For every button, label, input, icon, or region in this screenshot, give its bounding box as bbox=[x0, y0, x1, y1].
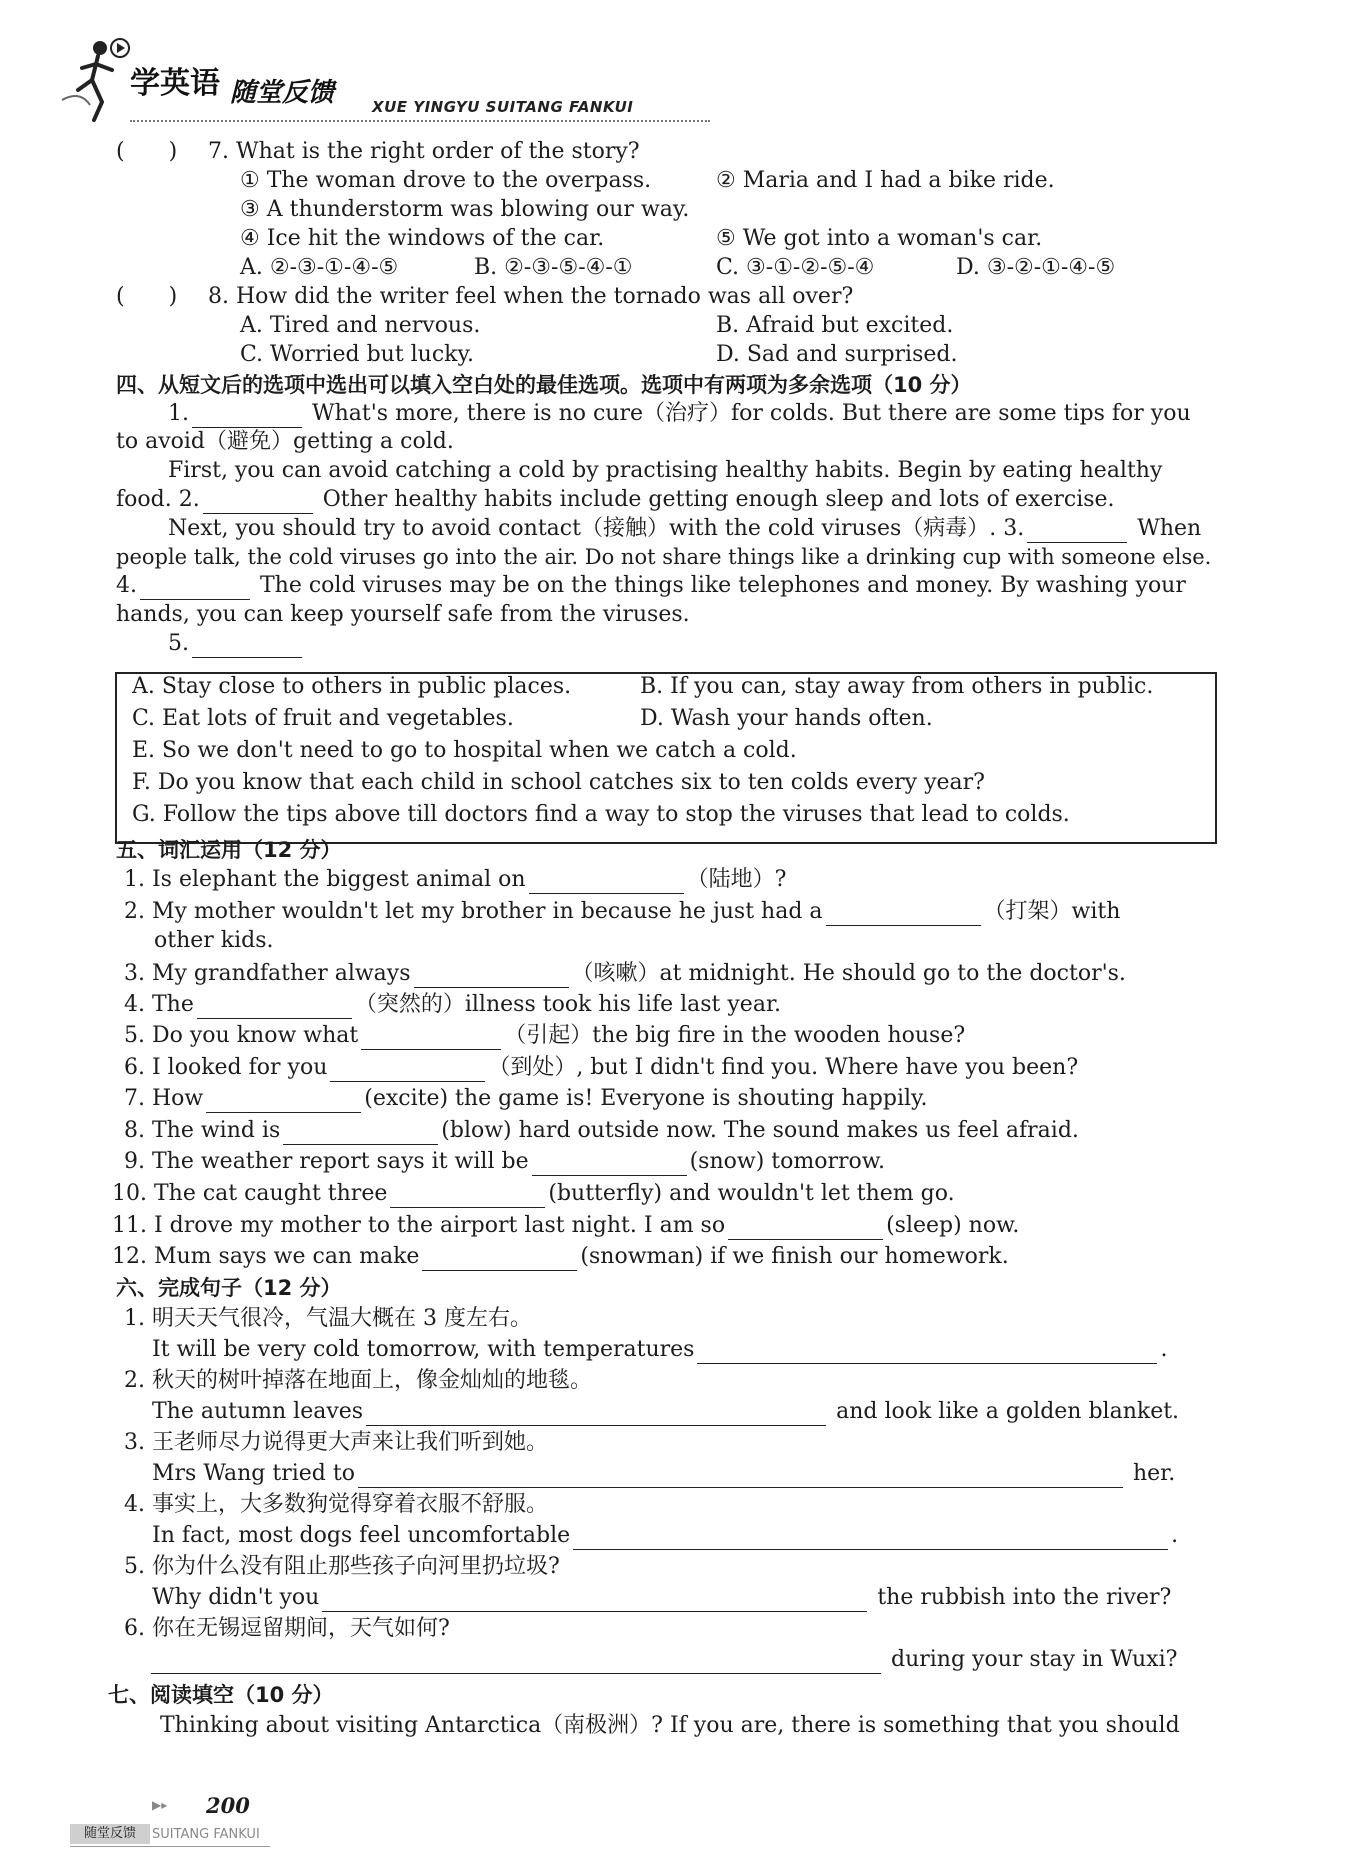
sentence-4-end: . bbox=[1171, 1523, 1179, 1548]
section-5-heading: 五、词汇运用（12 分） bbox=[116, 838, 342, 862]
option-g: G. Follow the tips above till doctors find a way to stop the viruses that lead to colds. bbox=[132, 802, 1070, 827]
vocab-7-text: 7. How bbox=[124, 1086, 204, 1111]
answer-blank-4[interactable] bbox=[140, 577, 250, 600]
sec4-para3-when: When bbox=[1137, 516, 1202, 541]
vocab-item-7 bbox=[124, 1085, 928, 1113]
sentence-blank-3[interactable] bbox=[358, 1465, 1123, 1488]
vocab-item-6 bbox=[124, 1054, 1078, 1082]
sentence-4-text: In fact, most dogs feel uncomfortable bbox=[152, 1523, 571, 1548]
q7-option-c: C. ③-①-②-⑤-④ bbox=[716, 255, 875, 280]
vocab-item-8 bbox=[124, 1117, 1079, 1145]
vocab-item-5 bbox=[124, 1022, 965, 1050]
sec4-para2-text: Other healthy habits include getting enough sleep and lots of exercise. bbox=[322, 487, 1115, 512]
vocab-1-hint: （陆地）? bbox=[686, 867, 787, 892]
vocab-1-text: 1. Is elephant the biggest animal on bbox=[124, 867, 526, 892]
vocab-item-12 bbox=[112, 1243, 1009, 1271]
vocab-5-hint: （引起）the big fire in the wooden house? bbox=[504, 1023, 966, 1048]
sentence-5-english bbox=[152, 1584, 1171, 1612]
sentence-6-chinese: 6. 你在无锡逗留期间，天气如何? bbox=[124, 1616, 450, 1641]
q7-stem: 7. What is the right order of the story? bbox=[208, 139, 640, 164]
vocab-12-hint: (snowman) if we finish our homework. bbox=[580, 1244, 1009, 1269]
header-title: 学英语 bbox=[130, 66, 220, 101]
vocab-2-text: 2. My mother wouldn't let my brother in because he just had a bbox=[124, 899, 823, 924]
page-header bbox=[60, 22, 660, 122]
vocab-item-10 bbox=[112, 1180, 955, 1208]
q8-option-a: A. Tired and nervous. bbox=[240, 313, 481, 338]
section-4-heading: 四、从短文后的选项中选出可以填入空白处的最佳选项。选项中有两项为多余选项（10 分） bbox=[116, 373, 972, 397]
sentence-5-end: the rubbish into the river? bbox=[877, 1585, 1172, 1610]
vocab-8-hint: (blow) hard outside now. The sound makes us feel afraid. bbox=[441, 1118, 1079, 1143]
vocab-5-text: 5. Do you know what bbox=[124, 1023, 359, 1048]
q7-sentence-3: ③ A thunderstorm was blowing our way. bbox=[240, 197, 690, 222]
sentence-5-chinese: 5. 你为什么没有阻止那些孩子向河里扔垃圾? bbox=[124, 1554, 560, 1579]
sec4-para2-line1: First, you can avoid catching a cold by practising healthy habits. Begin by eating healthy bbox=[168, 458, 1163, 483]
vocab-12-text: 12. Mum says we can make bbox=[112, 1244, 420, 1269]
vocab-item-11 bbox=[112, 1212, 1019, 1240]
sentence-blank-4[interactable] bbox=[573, 1527, 1168, 1550]
q7-bracket: ( ) bbox=[116, 139, 178, 164]
runner-logo-icon bbox=[60, 30, 130, 125]
q8-option-c: C. Worried but lucky. bbox=[240, 342, 475, 367]
header-pinyin: XUE YINGYU SUITANG FANKUI bbox=[372, 98, 634, 116]
sentence-5-text: Why didn't you bbox=[152, 1585, 320, 1610]
vocab-4-hint: （突然的）illness took his life last year. bbox=[354, 992, 782, 1017]
vocab-blank-7[interactable] bbox=[206, 1090, 361, 1113]
section-7-heading: 七、阅读填空（10 分） bbox=[108, 1683, 334, 1707]
sentence-blank-5[interactable] bbox=[322, 1589, 867, 1612]
sentence-3-end: her. bbox=[1132, 1461, 1176, 1486]
q7-sentence-5: ⑤ We got into a woman's car. bbox=[716, 226, 1043, 251]
page-arrow-icon: ▶▸ bbox=[152, 1798, 168, 1812]
sentence-6-end: during your stay in Wuxi? bbox=[891, 1647, 1178, 1672]
vocab-blank-11[interactable] bbox=[728, 1217, 883, 1240]
footer-divider bbox=[70, 1846, 270, 1847]
vocab-blank-3[interactable] bbox=[414, 965, 569, 988]
vocab-9-hint: (snow) tomorrow. bbox=[689, 1149, 885, 1174]
vocab-3-hint: （咳嗽）at midnight. He should go to the doctor's. bbox=[571, 961, 1126, 986]
header-subtitle: 随堂反馈 bbox=[230, 78, 335, 108]
footer-label: 随堂反馈 bbox=[70, 1824, 150, 1844]
sec4-para1-text: What's more, there is no cure（治疗）for colds. But there are some tips for you bbox=[312, 401, 1191, 426]
vocab-blank-4[interactable] bbox=[197, 996, 352, 1019]
option-e: E. So we don't need to go to hospital when we catch a cold. bbox=[132, 738, 797, 763]
option-b: B. If you can, stay away from others in public. bbox=[640, 674, 1154, 699]
vocab-8-text: 8. The wind is bbox=[124, 1118, 281, 1143]
sec4-para1-line1 bbox=[168, 400, 1191, 428]
header-divider bbox=[130, 120, 710, 122]
answer-blank-3[interactable] bbox=[1027, 520, 1127, 543]
vocab-3-text: 3. My grandfather always bbox=[124, 961, 411, 986]
q7-option-d: D. ③-②-①-④-⑤ bbox=[956, 255, 1116, 280]
option-a: A. Stay close to others in public places. bbox=[132, 674, 572, 699]
q8-bracket: ( ) bbox=[116, 284, 178, 309]
vocab-blank-5[interactable] bbox=[361, 1027, 501, 1050]
sec4-para3-line1 bbox=[168, 515, 1201, 543]
vocab-item-4 bbox=[124, 991, 781, 1019]
sentence-blank-6[interactable] bbox=[151, 1651, 881, 1674]
sec4-para3-line3 bbox=[116, 572, 1186, 600]
vocab-blank-8[interactable] bbox=[283, 1122, 438, 1145]
vocab-blank-1[interactable] bbox=[529, 871, 684, 894]
vocab-11-hint: (sleep) now. bbox=[886, 1213, 1020, 1238]
vocab-blank-10[interactable] bbox=[390, 1185, 545, 1208]
sec4-para3-text2: The cold viruses may be on the things like telephones and money. By washing your bbox=[260, 573, 1186, 598]
vocab-11-text: 11. I drove my mother to the airport last night. I am so bbox=[112, 1213, 726, 1238]
sentence-2-english bbox=[152, 1398, 1179, 1426]
sentence-4-chinese: 4. 事实上，大多数狗觉得穿着衣服不舒服。 bbox=[124, 1492, 548, 1517]
sentence-4-english bbox=[152, 1522, 1178, 1550]
q8-option-b: B. Afraid but excited. bbox=[716, 313, 954, 338]
vocab-2-hint: （打架）with bbox=[983, 899, 1121, 924]
vocab-item-1 bbox=[124, 866, 786, 894]
sentence-1-end: . bbox=[1160, 1337, 1168, 1362]
answer-blank-2[interactable] bbox=[203, 491, 313, 514]
sec4-para1-line2: to avoid（避免）getting a cold. bbox=[116, 429, 454, 454]
q7-sentence-1: ① The woman drove to the overpass. bbox=[240, 168, 652, 193]
q7-sentence-4: ④ Ice hit the windows of the car. bbox=[240, 226, 605, 251]
vocab-6-hint: （到处）, but I didn't find you. Where have you been? bbox=[488, 1055, 1079, 1080]
vocab-item-9 bbox=[124, 1148, 885, 1176]
vocab-blank-2[interactable] bbox=[826, 903, 981, 926]
vocab-blank-12[interactable] bbox=[422, 1248, 577, 1271]
sentence-3-english bbox=[152, 1460, 1175, 1488]
sec4-para3-line2: people talk, the cold viruses go into the air. Do not share things like a drinking cup with someone else. bbox=[116, 545, 1212, 569]
option-c: C. Eat lots of fruit and vegetables. bbox=[132, 706, 514, 731]
answer-blank-1[interactable] bbox=[192, 405, 302, 428]
vocab-blank-9[interactable] bbox=[532, 1153, 687, 1176]
sentence-3-text: Mrs Wang tried to bbox=[152, 1461, 355, 1486]
sec4-para3-text: Next, you should try to avoid contact（接触）with the cold viruses（病毒）. 3. bbox=[168, 516, 1025, 541]
sentence-2-chinese: 2. 秋天的树叶掉落在地面上，像金灿灿的地毯。 bbox=[124, 1368, 592, 1393]
sec4-para2-line2 bbox=[116, 486, 1115, 514]
vocab-item-2-cont: other kids. bbox=[154, 928, 274, 953]
sec7-para1: Thinking about visiting Antarctica（南极洲）? If you are, there is something that you should bbox=[160, 1713, 1180, 1738]
option-d: D. Wash your hands often. bbox=[640, 706, 933, 731]
blank-5-number: 5. bbox=[168, 631, 189, 656]
page-number: 200 bbox=[206, 1793, 250, 1818]
sentence-2-text: The autumn leaves bbox=[152, 1399, 364, 1424]
q7-option-b: B. ②-③-⑤-④-① bbox=[474, 255, 633, 280]
sec4-para3-line4: hands, you can keep yourself safe from the viruses. bbox=[116, 602, 690, 627]
blank-2-number: food. 2. bbox=[116, 487, 200, 512]
sentence-blank-2[interactable] bbox=[366, 1403, 826, 1426]
sentence-1-english bbox=[152, 1336, 1167, 1364]
vocab-blank-6[interactable] bbox=[330, 1059, 485, 1082]
sec4-para4 bbox=[168, 630, 305, 658]
footer-pinyin: SUITANG FANKUI bbox=[152, 1827, 260, 1842]
sentence-blank-1[interactable] bbox=[697, 1341, 1157, 1364]
section-6-heading: 六、完成句子（12 分） bbox=[116, 1276, 342, 1300]
answer-blank-5[interactable] bbox=[192, 635, 302, 658]
q7-sentence-2: ② Maria and I had a bike ride. bbox=[716, 168, 1055, 193]
q8-stem: 8. How did the writer feel when the tornado was all over? bbox=[208, 284, 854, 309]
vocab-item-3 bbox=[124, 960, 1126, 988]
q8-option-d: D. Sad and surprised. bbox=[716, 342, 958, 367]
q7-option-a: A. ②-③-①-④-⑤ bbox=[240, 255, 399, 280]
vocab-9-text: 9. The weather report says it will be bbox=[124, 1149, 529, 1174]
vocab-10-hint: (butterfly) and wouldn't let them go. bbox=[548, 1181, 955, 1206]
vocab-10-text: 10. The cat caught three bbox=[112, 1181, 388, 1206]
sentence-2-end: and look like a golden blanket. bbox=[836, 1399, 1180, 1424]
blank-4-number: 4. bbox=[116, 573, 137, 598]
blank-1-number: 1. bbox=[168, 401, 189, 426]
option-f: F. Do you know that each child in school catches six to ten colds every year? bbox=[132, 770, 985, 795]
vocab-item-2 bbox=[124, 898, 1120, 926]
sentence-3-chinese: 3. 王老师尽力说得更大声来让我们听到她。 bbox=[124, 1430, 548, 1455]
vocab-6-text: 6. I looked for you bbox=[124, 1055, 328, 1080]
sentence-1-text: It will be very cold tomorrow, with temperatures bbox=[152, 1337, 695, 1362]
vocab-4-text: 4. The bbox=[124, 992, 194, 1017]
sentence-6-english bbox=[148, 1646, 1177, 1674]
sentence-1-chinese: 1. 明天天气很冷，气温大概在 3 度左右。 bbox=[124, 1306, 532, 1331]
vocab-7-hint: (excite) the game is! Everyone is shouting happily. bbox=[364, 1086, 928, 1111]
